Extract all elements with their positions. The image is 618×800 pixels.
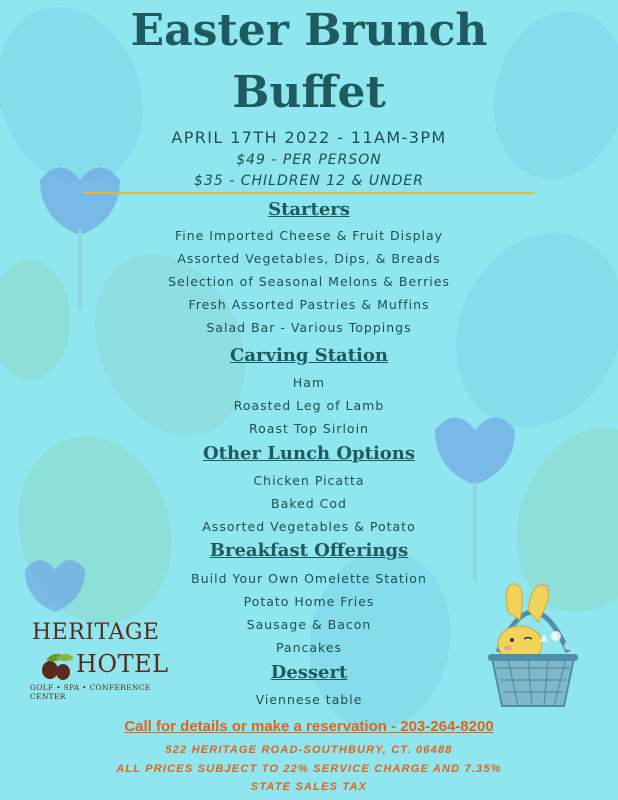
menu-item: Fresh Assorted Pastries & Muffins [188, 297, 430, 312]
reservation-phone-link[interactable]: Call for details or make a reservation - 203-264-8200 [124, 718, 494, 735]
menu-item: Roasted Leg of Lamb [233, 398, 385, 413]
menu-item: Pancakes [275, 640, 343, 655]
menu-item: Roast Top Sirloin [249, 421, 369, 436]
logo-word-heritage: HERITAGE [32, 620, 160, 645]
menu-item: Assorted Vegetables & Potato [202, 519, 416, 534]
logo-word-hotel: HOTEL [76, 650, 169, 678]
section-breakfast-heading: Breakfast Offerings [209, 540, 409, 561]
menu-item: Fine Imported Cheese & Fruit Display [174, 228, 444, 243]
menu-item: Chicken Picatta [253, 473, 365, 488]
section-starters-heading: Starters [268, 199, 350, 220]
menu-item: Assorted Vegetables, Dips, & Breads [177, 251, 441, 266]
divider [84, 192, 534, 194]
address-line: 522 HERITAGE ROAD-SOUTHBURY, CT. 06488 [165, 744, 453, 756]
menu-item: Selection of Seasonal Melons & Berries [168, 274, 450, 289]
logo-tagline: GOLF • SPA • CONFERENCE CENTER [30, 683, 151, 701]
title-line-2: Buffet [232, 67, 386, 118]
bunny-basket-illustration [478, 582, 588, 712]
menu-item: Ham [292, 375, 326, 390]
menu-item: Build Your Own Omelette Station [191, 571, 427, 586]
heritage-hotel-logo [28, 620, 188, 700]
sales-tax-line: STATE SALES TAX [250, 781, 368, 793]
section-carving-heading: Carving Station [230, 345, 388, 366]
menu-item: Viennese table [255, 692, 363, 707]
menu-item: Salad Bar - Various Toppings [206, 320, 412, 335]
child-price: $35 - CHILDREN 12 & UNDER [194, 173, 424, 189]
menu-item: Potato Home Fries [243, 594, 375, 609]
menu-item: Sausage & Bacon [246, 617, 372, 632]
event-date-time: APRIL 17TH 2022 - 11AM-3PM [171, 128, 447, 147]
menu-item: Baked Cod [271, 496, 347, 511]
adult-price: $49 - PER PERSON [236, 152, 382, 168]
section-dessert-heading: Dessert [270, 662, 348, 683]
section-lunch-heading: Other Lunch Options [202, 443, 416, 464]
title-line-1: Easter Brunch [130, 5, 488, 56]
acorn-leaf-icon [36, 650, 76, 682]
service-charge-line: ALL PRICES SUBJECT TO 22% SERVICE CHARGE AND 7.35% [116, 763, 502, 775]
